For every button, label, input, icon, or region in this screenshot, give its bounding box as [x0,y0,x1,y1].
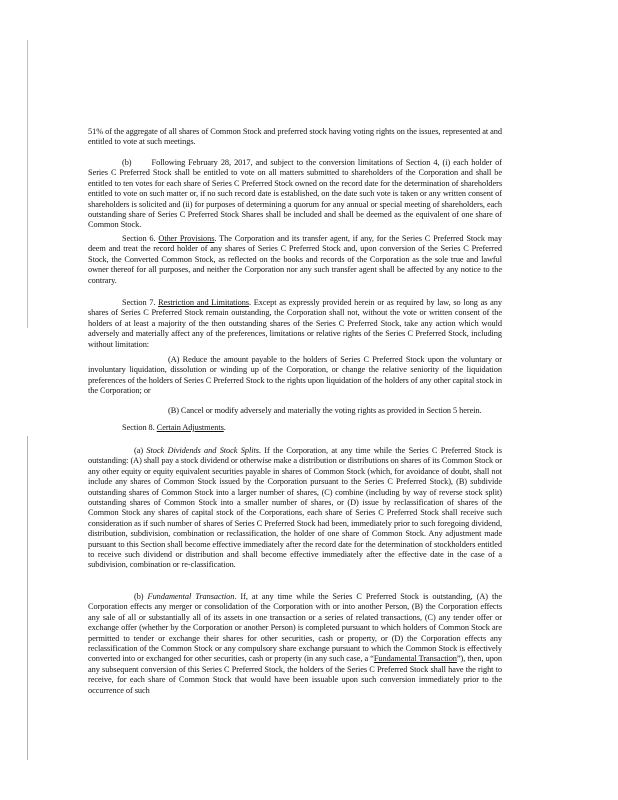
section-7a-paragraph [88,355,502,397]
clause-label: (b) [134,592,144,601]
section-6-paragraph [88,234,502,286]
paragraph-text: 51% of the aggregate of all shares of Common Stock and preferred stock having voting rights on the issues, represented at and entitled to vote at such meetings. [88,127,502,147]
section-7-paragraph [88,298,502,350]
voting-threshold-paragraph [88,127,502,148]
paragraph-text: . Except as expressly provided herein or as required by law, so long as any shares of Series C Preferred Stock remain outstanding, the Corporation shall not, without the vote or written consent of the holders of at least a majority of the then outstanding shares of the Series C Preferred Stock, take any action which would adversely and materially affect any of the preferences, limitations or relative rights of the Series C Preferred Stock, including without limitation: [88,298,502,349]
paragraph-5b [88,158,502,231]
section-8-heading: Certain Adjustments [156,423,224,432]
section-8a-heading: Stock Dividends and Stock Splits [146,446,259,455]
defined-term: Fundamental Transaction [373,654,457,664]
section-number: Section 8. [122,423,155,432]
paragraph-text: . If the Corporation, at any time while the Series C Preferred Stock is outstanding: (A) shall pay a stock dividend or otherwise make a distribution or distributions on shares of its Common Stock or any other equity or equity equivalent securities payable in shares of Common Stock (which, for avoidance of doubt, shall not include any shares of Common Stock issued by the Corporation pursuant to the Series C Preferred Stock), (B) subdivide outstanding shares of Common Stock into a larger number of shares, (C) combine (including by way of reverse stock split) outstanding shares of Common Stock into a smaller number of shares, or (D) issue by reclassification of shares of the Common Stock any shares of capital stock of the Corporations, each share of Series C Preferred Stock shall receive such consideration as if such number of shares of Series C Preferred Stock had been, immediately prior to such foregoing dividend, distribution, subdivision, combination or reclassification, the holder of one share of Common Stock. Any adjustment made pursuant to this Section shall become effective immediately after the record date for the determination of stockholders entitled to receive such dividend or distribution and shall become effective immediately after the effective date in the case of a subdivision, combination or re-classification. [88,446,502,570]
paragraph-text: (A) Reduce the amount payable to the holders of Series C Preferred Stock upon the voluntary or involuntary liquidation, dissolution or winding up of the Corporation, or change the relative seniority of the liquidation preferences of the holders of Series C Preferred Stock to the rights upon liquidation of the holders of any other capital stock in the Corporation; or [88,355,502,396]
paragraph-text: (B) Cancel or modify adversely and materially the voting rights as provided in Section 5 herein. [168,406,482,415]
section-number: Section 7. [122,298,156,307]
heading-period: . [223,423,226,432]
clause-label: (b) [122,158,132,167]
section-8a-paragraph [88,446,502,571]
scan-edge-line [27,40,28,760]
section-number: Section 6. [122,234,156,243]
clause-label: (a) [134,446,144,455]
paragraph-text: ”), then, upon any subsequent conversion of this Series C Preferred Stock, the holders of the Series C Preferred Stock shall have the right to receive, for each share of Common Stock that would have been issuable upon such conversion immediately prior to the occurrence of such [88,654,502,695]
section-8-heading-line [88,423,502,433]
section-8b-heading: Fundamental Transaction [147,592,235,601]
section-8b-paragraph [88,592,502,696]
section-7-heading: Restriction and Limitations [158,298,249,307]
section-7b-paragraph [168,406,508,416]
paragraph-text: Following February 28, 2017, and subject to the conversion limitations of Section 4, (i) each holder of Series C Preferred Stock shall be entitled to vote on all matters submitted to shareholders of the Corporation and shall be entitled to ten votes for each share of Series C Preferred Stock owned on the record date for the determination of shareholders entitled to vote on such matter or, if no such record date is established, on the date such vote is taken or any written consent of shareholders is solicited and (ii) for purposes of determining a quorum for any annual or special meeting of shareholders, each outstanding share of Series C Preferred Stock Shares shall be included and shall be deemed as the equivalent of one share of Common Stock. [88,158,502,230]
paragraph-text: . If, at any time while the Series C Preferred Stock is outstanding, (A) the Corporation effects any merger or consolidation of the Corporation with or into another Person, (B) the Corporation effects any sale of all or substantially all of its assets in one transaction or a series of related transactions, (C) any tender offer or exchange offer (whether by the Corporation or another Person) is completed pursuant to which holders of Common Stock are permitted to tender or exchange their shares for other securities, cash or property, or (D) the Corporation effects any reclassification of the Common Stock or any compulsory share exchange pursuant to which the Common Stock is effectively converted into or exchanged for other securities, cash or property (in any such case, a “ [88,592,502,664]
paragraph-text: . The Corporation and its transfer agent, if any, for the Series C Preferred Stock may deem and treat the record holder of any shares of Series C Preferred Stock and, upon conversion of the Series C Preferred Stock, the Converted Common Stock, as reflected on the books and records of the Corporation as the sole true and lawful owner thereof for all purposes, and neither the Corporation nor any such transfer agent shall be affected by any notice to the contrary. [88,234,502,285]
section-6-heading: Other Provisions [158,234,215,243]
